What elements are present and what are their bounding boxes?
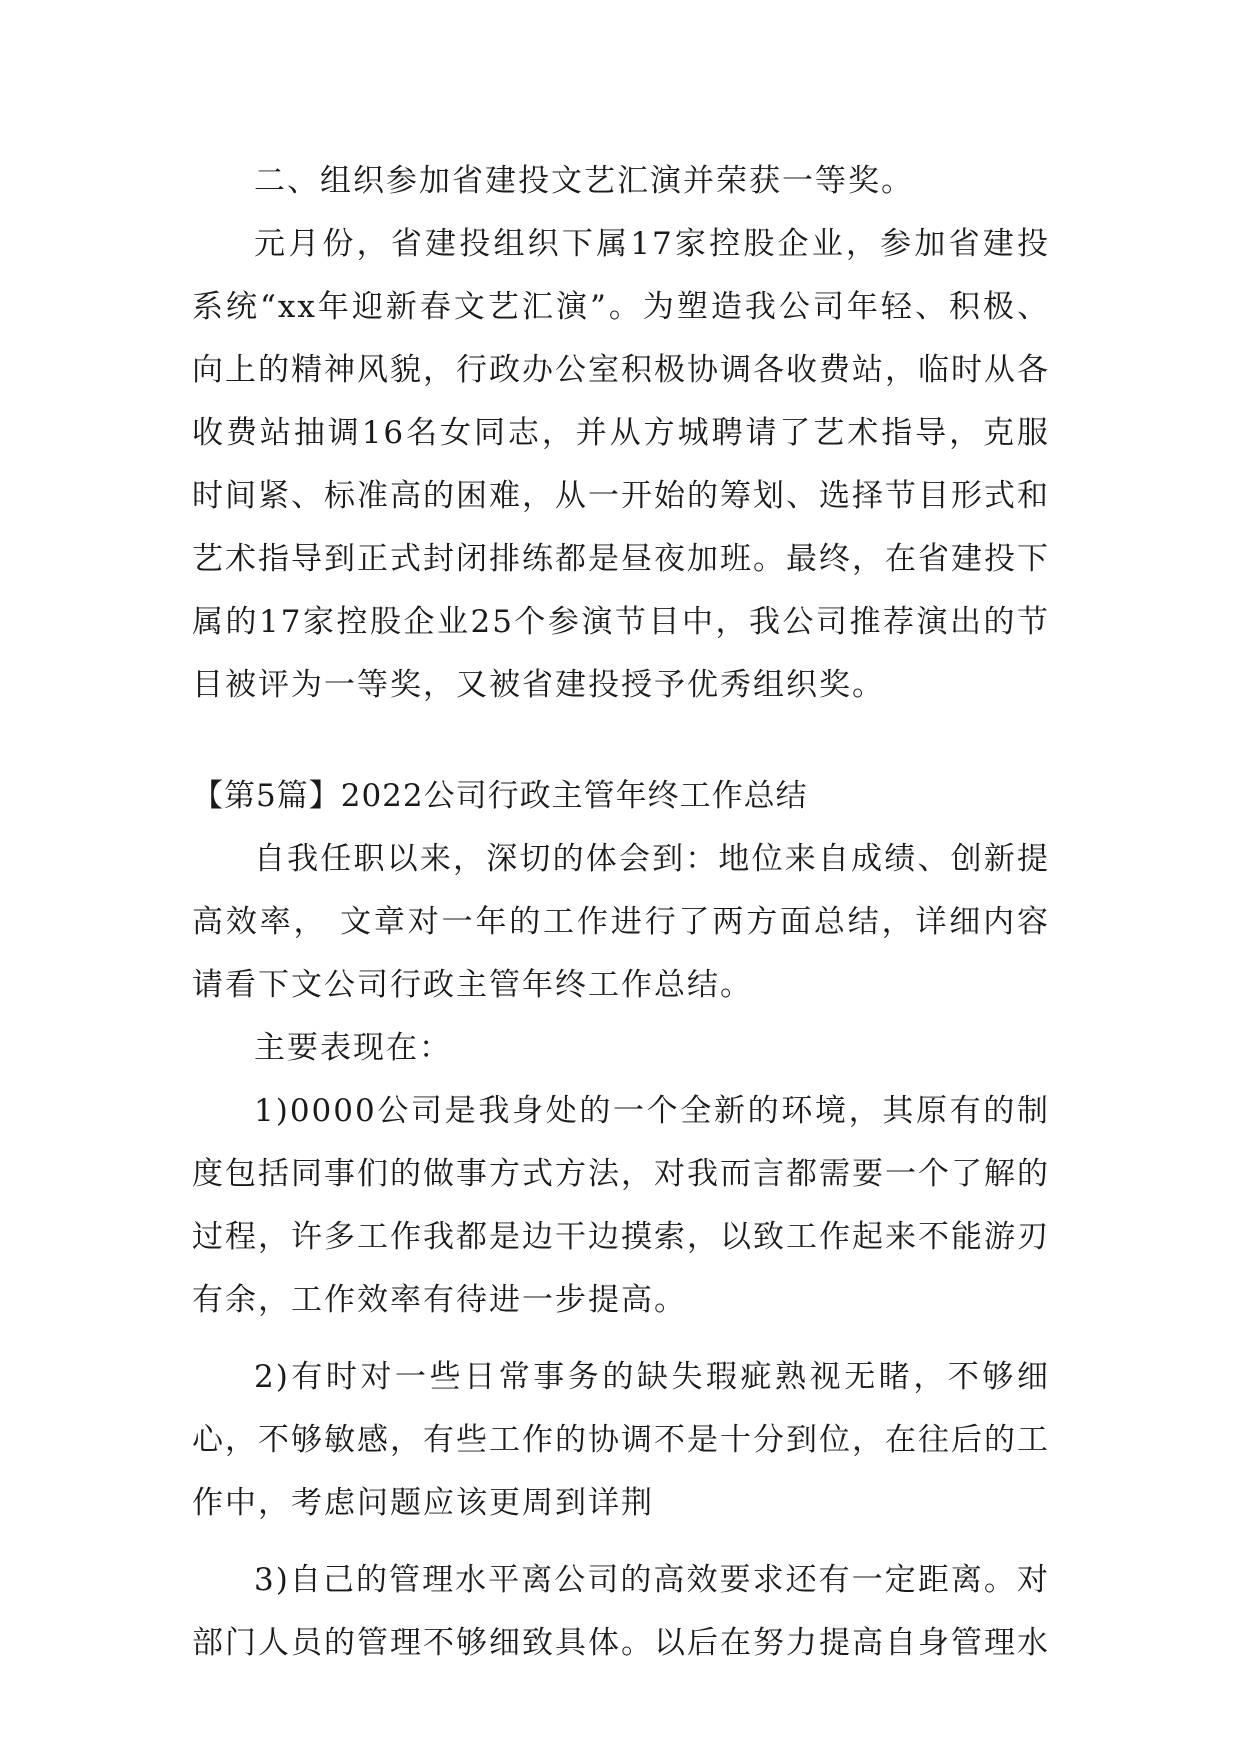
body-paragraph-point-1: 1)0000公司是我身处的一个全新的环境，其原有的制度包括同事们的做事方式方法，对我而言都需要一个了解的过程，许多工作我都是边干边摸索，以致工作起来不能游刃有余，工作效率有待进一步提高。 (192, 1093, 1050, 1318)
paragraph-spacer (192, 1332, 1050, 1346)
section-title: 【第5篇】2022公司行政主管年终工作总结 (192, 778, 808, 814)
body-paragraph-point-2: 2)有时对一些日常事务的缺失瑕疵熟视无睹，不够细心，不够敏感，有些工作的协调不是十分到位，在往后的工作中，考虑问题应该更周到详荆 (192, 1359, 1050, 1521)
body-paragraph-main-points: 主要表现在： (254, 1030, 452, 1066)
body-paragraph-intro: 自我任职以来，深切的体会到：地位来自成绩、创新提高效率， 文章对一年的工作进行了两方面总结，详细内容请看下文公司行政主管年终工作总结。 (192, 841, 1050, 1003)
paragraph-spacer (192, 1535, 1050, 1549)
section-spacer (192, 717, 1050, 765)
heading-paragraph-award: 二、组织参加省建投文艺汇演并荣获一等奖。 (254, 163, 914, 199)
body-paragraph-point-3: 3)自己的管理水平离公司的高效要求还有一定距离。对部门人员的管理不够细致具体。以后在努力提高自身管理水 (192, 1562, 1050, 1661)
body-paragraph-art-show: 元月份，省建投组织下属17家控股企业，参加省建投系统“xx年迎新春文艺汇演”。为塑造我公司年轻、积极、向上的精神风貌，行政办公室积极协调各收费站，临时从各收费站抽调16名女同志，并从方城聘请了艺术指导，克服时间紧、标准高的困难，从一开始的筹划、选择节目形式和艺术指导到正式封闭排练都是昼夜加班。最终，在省建投下属的17家控股企业25个参演节目中，我公司推荐演出的节目被评为一等奖，又被省建投授予优秀组织奖。 (192, 226, 1050, 703)
document-body (192, 150, 1050, 1675)
